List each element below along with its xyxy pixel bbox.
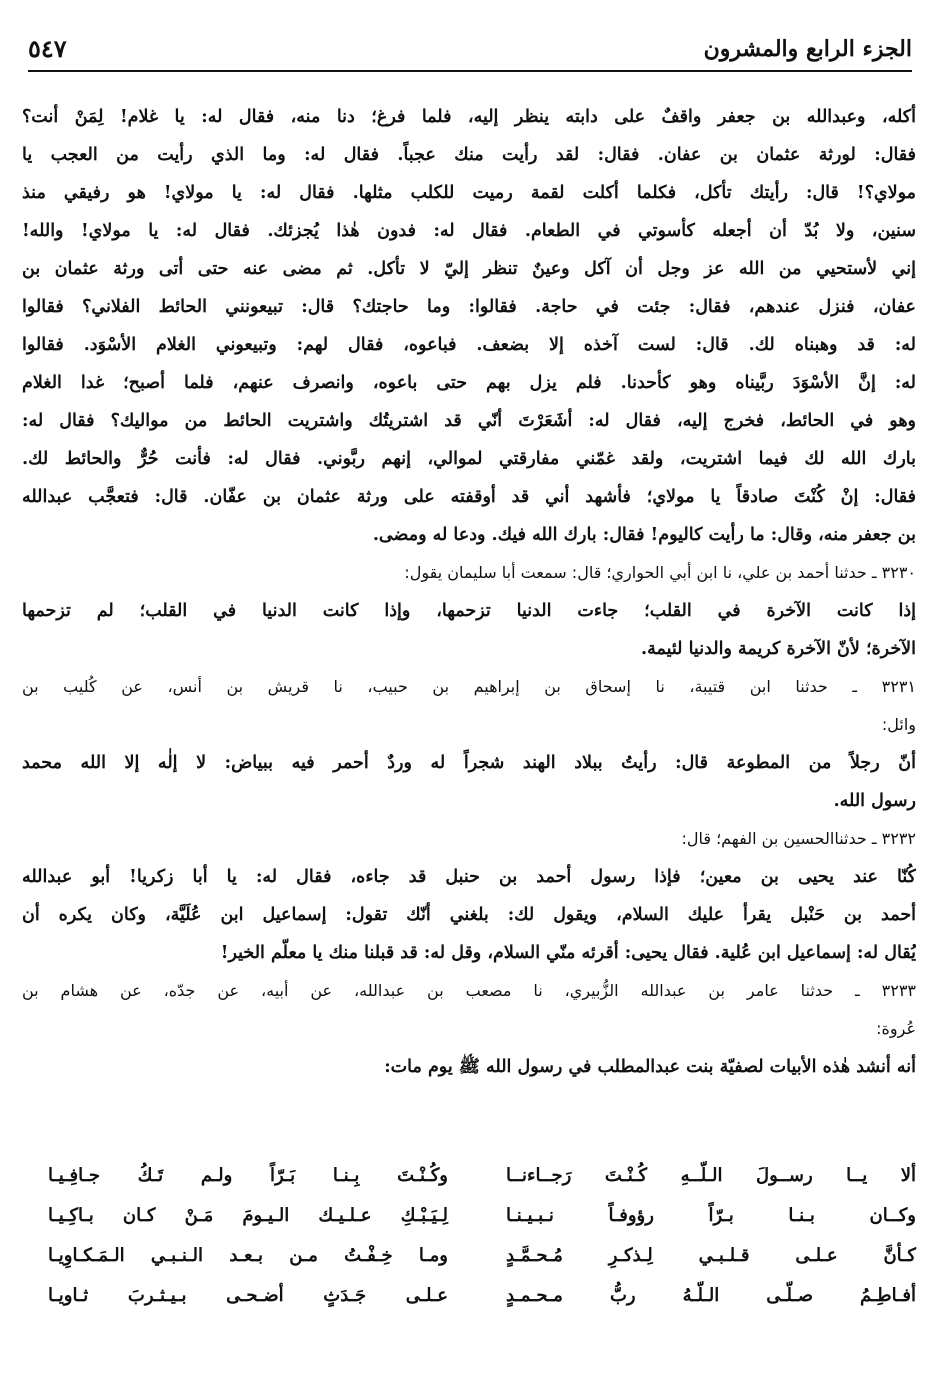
- isnad-line: عُروة:: [876, 1019, 916, 1038]
- poem-verse: [36, 1196, 916, 1236]
- isnad-line: ٣٢٣٢ ـ حدثناالحسين بن الفهم؛ قال:: [681, 829, 916, 848]
- isnad-line: ٣٢٣١ ـ حدثنا ابن قتيبة، نا إسحاق بن إبراهيم بن حبيب، نا قريش بن أنس، عن كُليب بن: [22, 677, 916, 696]
- poem-verse: [36, 1236, 916, 1276]
- text-line: مولاي؟! قال: رأيتك تأكل، فكلما أكلت لقمة رميت للكلب مثلها. فقال له: يا مولاي! هو رفيقي منذ: [22, 183, 916, 203]
- text-line: إذا كانت الآخرة في القلب؛ جاءت الدنيا تزحمها، وإذا كانت الدنيا في القلب؛ لم تزحمها: [22, 601, 916, 621]
- text-line: بن جعفر منه، وقال: ما رأيت كاليوم! فقال: بارك الله فيك. ودعا له ومضى.: [372, 525, 916, 545]
- text-line: رسول الله.: [833, 791, 916, 811]
- text-line: أكله، وعبدالله بن جعفر واقفٌ على دابته ينظر إليه، فلما فرغ؛ دنا منه، فقال له: يا غلام! لِمَنْ أنت؟: [22, 107, 916, 127]
- text-line: أحمد بن حَنْبل يقرأ عليك السلام، ويقول لك: بلغني أنّك تقول: إسماعيل ابن عُلَيَّة، وكان يكره أن: [22, 905, 916, 925]
- verse-second-hemistich: ومـا خِـفْـتُ مـن بـعـد الـنـبـي الـمَـكـاوِيـا: [48, 1245, 448, 1266]
- verse-first-hemistich: أفـاطِـمُ صـلّـى الـلّـهُ ربُّ مـحـمـدٍ: [506, 1285, 916, 1306]
- page-header: [28, 28, 912, 72]
- running-title: الجزء الرابع والمشرون: [703, 36, 912, 62]
- verse-first-hemistich: كـأنَّ عـلـى قـلـبـي لِـذكـرِ مُـحـمَّـدٍ: [506, 1245, 916, 1266]
- verse-second-hemistich: لِـيَـبْـكِ عـلـيـك الـيـومَ مَـنْ كـان بـاكِـيـا: [48, 1205, 448, 1226]
- poem-verse: [36, 1156, 916, 1196]
- body-text: [22, 98, 916, 1086]
- text-line: أنه أنشد هٰذه الأبيات لصفيّة بنت عبدالمطلب في رسول الله ﷺ يوم مات:: [384, 1057, 916, 1077]
- text-line: فقال: إنْ كُنْتَ صادقاً يا مولاي؛ فأشهد أني قد أوقفته على ورثة عثمان بن عفّان. قال: فتعجَّب عبدالله: [22, 487, 916, 507]
- text-line: كُنّا عند يحيى بن معين؛ فإذا رسول أحمد بن حنبل قد جاءه، فقال له: يا أبا زكريا! أبو عبدالله: [22, 867, 916, 887]
- text-line: بارك الله لك فيما اشتريت، ولقد غمّني مفارقتي لموالي، إنهم ربَّوني. فقال له: فأنت حُرٌّ والحائط لك.: [22, 449, 916, 469]
- text-line: عفان، فنزل عندهم، فقال: جئت في حاجة. فقالوا: وما حاجتك؟ قال: تبيعونني الحائط الفلاني؟ فقالوا: [22, 297, 916, 317]
- text-line: له: قد وهبناه لك. قال: لست آخذه إلا بضعف. فباعوه، فقال لهم: وتبيعوني الغلام الأسْوَد. فقالوا: [22, 335, 916, 355]
- text-line: وهو في الحائط، فخرج إليه، فقال له: أشَعَرْتَ أنّي قد اشتريتُك واشتريت الحائط من مواليك؟ فقال له:: [22, 411, 916, 431]
- verse-second-hemistich: وكُـنْـتَ بِـنـا بَـرّاً ولـم تَـكُ جـافِـيـا: [48, 1165, 448, 1186]
- verse-second-hemistich: عـلـى جَـدَثٍ أضـحـى بـيـثـربَ ثـاويـا: [48, 1285, 448, 1306]
- isnad-line: ٣٢٣٣ ـ حدثنا عامر بن عبدالله الزُّبيري، نا مصعب بن عبدالله، عن أبيه، عن جدّه، عن هشام بن: [22, 981, 916, 1000]
- text-line: أنّ رجلاً من المطوعة قال: رأيتُ ببلاد الهند شجراً له وردٌ أحمر فيه ببياض: لا إلٰه إلا الله محمد: [22, 753, 916, 773]
- poem: [36, 1156, 916, 1316]
- text-line: يُقال له: إسماعيل ابن عُلية. فقال يحيى: أقرئه منّي السلام، وقل له: قد قبلنا منك يا معلّم الخير!: [220, 943, 916, 963]
- isnad-line: وائل:: [881, 715, 916, 734]
- page-number: ٥٤٧: [28, 34, 67, 63]
- verse-first-hemistich: وكــان بـنـا بـرّاً رؤوفـاً نـبـيـنـا: [506, 1205, 916, 1226]
- verse-first-hemistich: ألا يــا رســولَ الـلّــهِ كُـنْـتَ رَجــاءنــا: [506, 1165, 916, 1186]
- text-line: له: إنَّ الأسْوَدَ ربَّيناه وهو كأحدنا. فلم يزل بهم حتى باعوه، وانصرف عنهم، فلما أصبح؛ غدا الغلام: [22, 373, 916, 393]
- poem-verse: [36, 1276, 916, 1316]
- isnad-line: ٣٢٣٠ ـ حدثنا أحمد بن علي، نا ابن أبي الحواري؛ قال: سمعت أبا سليمان يقول:: [404, 563, 916, 582]
- text-line: إني لأستحيي من الله عز وجل أن آكل وعينٌ تنظر إليّ لا تأكل. ثم مضى عنه حتى أتى ورثة عثمان بن: [22, 259, 916, 279]
- text-line: فقال: لورثة عثمان بن عفان. فقال: لقد رأيت منك عجباً. فقال له: وما الذي رأيت من العجب يا: [22, 145, 916, 165]
- text-line: سنين، ولا بُدّ أن أجعله كأسوتي في الطعام. فقال له: فدون هٰذا يُجزئك. فقال له: يا مولاي! والله!: [22, 221, 916, 241]
- text-line: الآخرة؛ لأنّ الآخرة كريمة والدنيا لئيمة.: [641, 639, 916, 659]
